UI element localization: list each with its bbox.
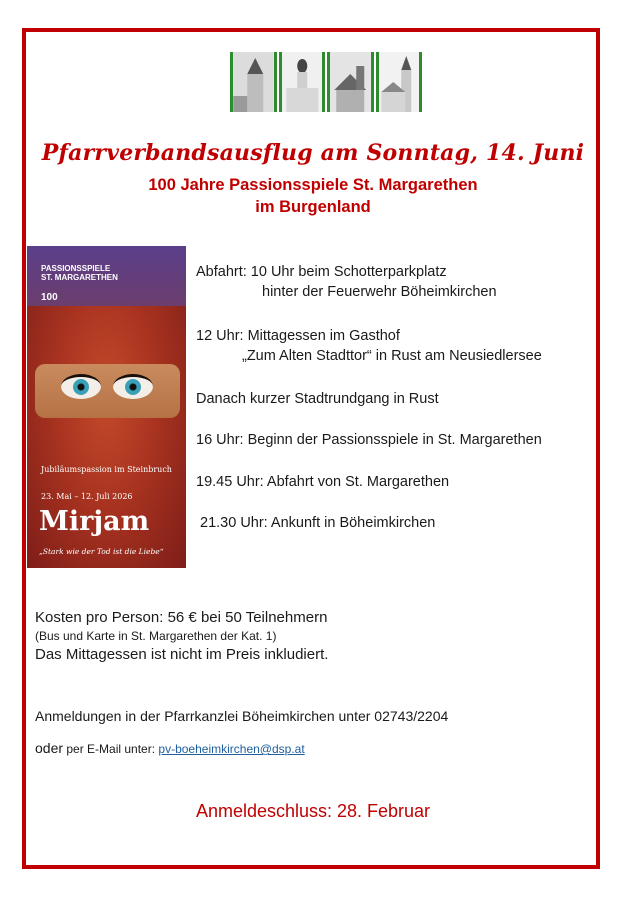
schedule-lunch xyxy=(196,326,542,366)
poster-logo-line-2: ST. MARGARETHEN xyxy=(41,273,118,282)
schedule-arrival: 21.30 Uhr: Ankunft in Böheimkirchen xyxy=(200,515,436,531)
poster-dates: 23. Mai – 12. Juli 2026 xyxy=(41,492,133,501)
poster-quote: „Stark wie der Tod ist die Liebe“ xyxy=(39,547,164,556)
subtitle-line-1: 100 Jahre Passionsspiele St. Margarethen xyxy=(148,176,478,194)
lunch-line-2: „Zum Alten Stadttor“ in Rust am Neusiedlersee xyxy=(242,348,542,364)
schedule-return: 19.45 Uhr: Abfahrt von St. Margarethen xyxy=(196,474,450,490)
poster-badge: 100 xyxy=(41,292,58,303)
church-photo-strip xyxy=(230,52,422,112)
departure-line-1: Abfahrt: 10 Uhr beim Schotterparkplatz xyxy=(196,264,447,280)
page-title: Pfarrverbandsausflug am Sonntag, 14. Juni xyxy=(41,140,585,166)
schedule-start: 16 Uhr: Beginn der Passionsspiele in St. Margarethen xyxy=(196,432,542,448)
poster-subtitle: Jubiläumspassion im Steinbruch xyxy=(41,465,172,474)
church-photo-4 xyxy=(376,52,423,112)
email-label: per E-Mail unter: xyxy=(63,742,159,756)
subtitle xyxy=(22,174,604,218)
subtitle-line-2: im Burgenland xyxy=(255,198,371,216)
registration-deadline: Anmeldeschluss: 28. Februar xyxy=(195,801,431,821)
poster-eye-right xyxy=(113,374,153,399)
church-photo-2 xyxy=(279,52,326,112)
lunch-line-1: 12 Uhr: Mittagessen im Gasthof xyxy=(196,328,400,344)
church-photo-3 xyxy=(327,52,374,112)
poster-logo xyxy=(41,264,118,282)
poster-eye-left xyxy=(61,374,101,399)
registration-email-line xyxy=(35,740,305,756)
cost-note: (Bus und Karte in St. Margarethen der Kat. 1) xyxy=(35,629,277,643)
email-link[interactable]: pv-boeheimkirchen@dsp.at xyxy=(158,742,305,756)
church-photo-1 xyxy=(230,52,277,112)
poster-name: Mirjam xyxy=(39,506,150,537)
costs-block xyxy=(35,608,328,665)
email-prefix: oder xyxy=(35,740,64,756)
poster-face xyxy=(35,364,180,418)
cost-lunch-note: Das Mittagessen ist nicht im Preis inkludiert. xyxy=(35,646,329,663)
departure-line-2: hinter der Feuerwehr Böheimkirchen xyxy=(262,284,497,300)
poster-logo-line-1: PASSIONSSPIELE xyxy=(41,264,111,273)
registration-phone: Anmeldungen in der Pfarrkanzlei Böheimkirchen unter 02743/2204 xyxy=(35,708,449,724)
schedule-tour: Danach kurzer Stadtrundgang in Rust xyxy=(196,391,439,407)
cost-price: Kosten pro Person: 56 € bei 50 Teilnehmern xyxy=(35,609,328,626)
schedule-departure xyxy=(196,262,497,302)
